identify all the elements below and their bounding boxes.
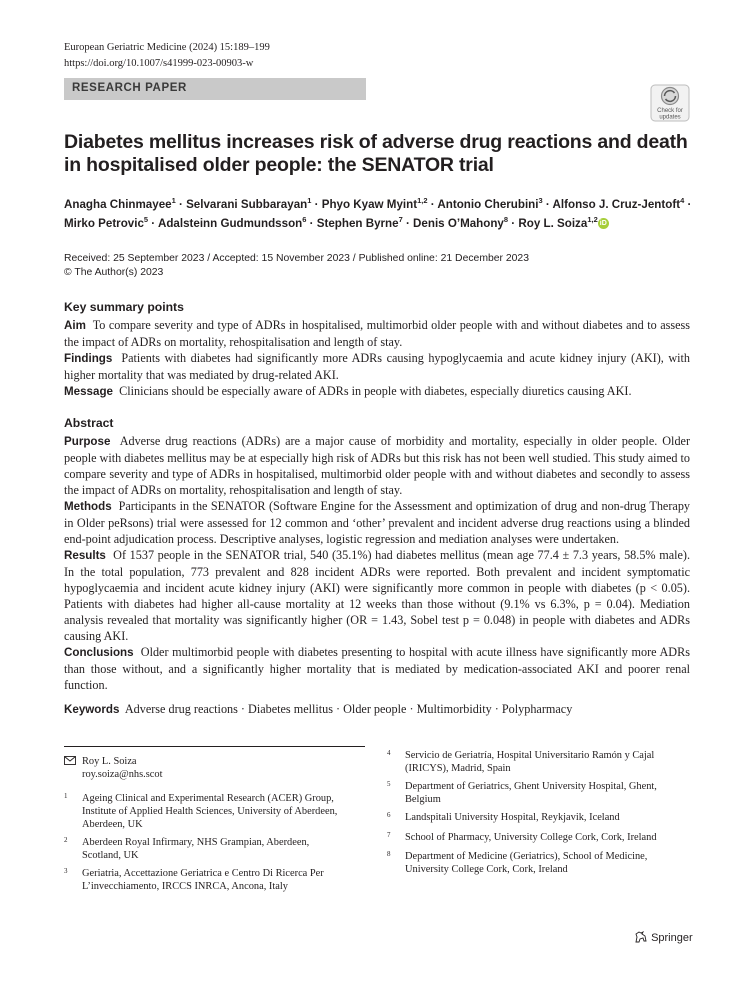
affiliation-number: 6: [387, 811, 391, 819]
author-name: Denis O’Mahony: [413, 217, 504, 230]
affiliation-text: School of Pharmacy, University College Cork, Cork, Ireland: [405, 832, 657, 843]
affiliation-number: 1: [64, 792, 68, 800]
author-affiliation-marker: 1,2: [417, 196, 428, 206]
key-point-item: [64, 317, 690, 350]
corresponding-author: Roy L. Soiza: [82, 756, 137, 767]
affiliation-text: Ageing Clinical and Experimental Research (ACER) Group, Institute of Applied Health Sciences, University of Aberdeen, Aberdeen, UK: [82, 793, 338, 830]
orcid-icon[interactable]: iD: [599, 220, 607, 228]
author-name: Anagha Chinmayee: [64, 198, 172, 211]
check-updates-line2: updates: [659, 114, 681, 121]
author-separator: ·: [402, 217, 414, 230]
abstract-text: Adverse drug reactions (ADRs) are a major cause of morbidity and mortality, especially in older people. Older people with diabetes mellitus may be at especially high risk of ADRs but this risk has not been well studied. This study aimed to compare severity and type of ADRs in hospitalised, multimorbid older people with and without diabetes and secondly to assess the impact of ADRs on mortality, rehospitalisation and length of stay.: [64, 434, 691, 497]
footnote-divider: [64, 746, 365, 747]
affiliation-number: 3: [64, 867, 68, 875]
affiliation-text: Geriatria, Accettazione Geriatrica e Centro Di Ricerca Per L’invecchiamento, IRCCS INRCA, Ancona, Italy: [82, 868, 324, 892]
author-name: Adalsteinn Gudmundsson: [157, 217, 303, 230]
abstract-label: Conclusions: [64, 646, 134, 659]
author-name: Phyo Kyaw Myint: [321, 198, 418, 211]
affiliations-right: [387, 749, 687, 879]
author-affiliation-marker: 5: [143, 215, 149, 225]
dates-line: Received: 25 September 2023 / Accepted: 15 November 2023 / Published online: 21 December 2023: [64, 253, 529, 264]
affiliation-text: Servicio de Geriatría, Hospital Universitario Ramón y Cajal (IRICYS), Madrid, Spain: [405, 750, 655, 774]
key-point-label: Aim: [64, 319, 86, 332]
keywords-label: Keywords: [64, 703, 120, 716]
author-affiliation-marker: 1: [171, 196, 176, 206]
author-separator: ·: [175, 198, 187, 211]
author-affiliation-marker: 4: [680, 196, 685, 206]
author-separator: ·: [542, 198, 553, 211]
corresponding-email[interactable]: roy.soiza@nhs.scot: [82, 769, 163, 780]
key-points-list: [64, 317, 690, 400]
author-line-2: [64, 214, 704, 233]
author-name: Antonio Cherubini: [437, 198, 539, 211]
affiliation-number: 4: [387, 749, 391, 757]
author-separator: ·: [508, 217, 519, 230]
check-updates-line1: Check for: [657, 108, 683, 114]
title-line-2: in hospitalised older people: the SENATOR trial: [64, 154, 494, 176]
doi-link[interactable]: https://doi.org/10.1007/s41999-023-00903-w: [64, 58, 254, 69]
abstract-label: Methods: [64, 500, 112, 513]
article-history: [64, 252, 529, 280]
affiliations-left: [64, 792, 364, 902]
abstract-text: Participants in the SENATOR (Software Engine for the Assessment and optimization of drug and non-drug Therapy in Older peRsons) trial were assessed for 12 common and ‘other’ prevalent and incident adverse drug reactions using a blinded end-point adjudication process. Descriptive analyses, logistic regression and mediation analyses were undertaken.: [64, 499, 690, 546]
author-separator: ·: [306, 217, 317, 230]
abstract-text: Older multimorbid people with diabetes presenting to hospital with acute illness have significantly more ADRs than those without, and a significantly higher mortality that is mediated by medication-associated AKI and poorer renal function.: [64, 645, 690, 692]
affiliation-number: 5: [387, 780, 391, 788]
affiliation-number: 7: [387, 831, 391, 839]
springer-horse-icon: [634, 931, 648, 943]
title-line-1: Diabetes mellitus increases risk of adverse drug reactions and death: [64, 131, 688, 153]
abstract-item: [64, 644, 690, 693]
abstract-label: Results: [64, 549, 106, 562]
article-type-banner: RESEARCH PAPER: [64, 78, 366, 100]
author-name: Selvarani Subbarayan: [186, 198, 308, 211]
key-point-item: [64, 383, 690, 400]
key-point-text: Patients with diabetes had significantly more ADRs causing hypoglycaemia and acute kidney injury (AKI), with higher mortality that was mediated by drug-related AKI.: [64, 351, 690, 382]
article-title: [64, 131, 694, 177]
affiliation-text: Aberdeen Royal Infirmary, NHS Grampian, Aberdeen, Scotland, UK: [82, 837, 310, 861]
author-separator: ·: [684, 198, 692, 211]
affiliation-text: Landspitali University Hospital, Reykjavik, Iceland: [405, 812, 620, 823]
publisher-logo: [634, 931, 693, 945]
author-affiliation-marker: 3: [538, 196, 543, 206]
abstract-heading: Abstract: [64, 416, 114, 430]
keywords: [64, 701, 690, 718]
author-name: Alfonso J. Cruz‑Jentoft: [552, 198, 681, 211]
correspondence: [64, 755, 364, 785]
affiliation-number: 2: [64, 836, 68, 844]
author-separator: ·: [311, 198, 322, 211]
abstract-label: Purpose: [64, 435, 111, 448]
key-point-label: Findings: [64, 352, 113, 365]
abstract-item: [64, 547, 690, 644]
journal-citation: [64, 40, 270, 72]
journal-line: European Geriatric Medicine (2024) 15:189–199: [64, 42, 270, 53]
affiliation-text: Department of Medicine (Geriatrics), School of Medicine, University College Cork, Cork, Ireland: [405, 851, 648, 875]
author-name: Stephen Byrne: [316, 217, 399, 230]
author-line-1: [64, 195, 704, 214]
check-for-updates-badge[interactable]: [650, 84, 690, 122]
key-points-heading: Key summary points: [64, 300, 184, 314]
copyright-line: © The Author(s) 2023: [64, 267, 164, 278]
author-affiliation-marker: 7: [398, 215, 403, 225]
author-separator: ·: [148, 217, 158, 230]
key-point-text: Clinicians should be especially aware of ADRs in people with diabetes, especially diuretics causing AKI.: [119, 384, 632, 398]
affiliation-text: Department of Geriatrics, Ghent University Hospital, Ghent, Belgium: [405, 781, 657, 805]
author-affiliation-marker: 6: [302, 215, 307, 225]
publisher-name: Springer: [651, 932, 693, 944]
affiliation-number: 8: [387, 850, 391, 858]
author-affiliation-marker: 1,2: [587, 215, 598, 225]
author-affiliation-marker: 1: [307, 196, 312, 206]
key-point-item: [64, 350, 690, 383]
keywords-list: Adverse drug reactions · Diabetes mellitus · Older people · Multimorbidity · Polypharmacy: [124, 702, 573, 716]
author-name: Mirko Petrovic: [64, 217, 144, 230]
envelope-icon: [64, 756, 76, 769]
author-name: Roy L. Soiza: [518, 217, 588, 230]
key-point-text: To compare severity and type of ADRs in hospitalised, multimorbid older people with and without diabetes and to assess the impact of ADRs on mortality, rehospitalisation and length of stay.: [64, 318, 691, 349]
author-list: [64, 195, 704, 233]
abstract-body: [64, 433, 690, 693]
key-point-label: Message: [64, 385, 113, 398]
abstract-item: [64, 433, 690, 498]
abstract-item: [64, 498, 690, 547]
check-updates-icon: [650, 84, 690, 122]
author-affiliation-marker: 8: [503, 215, 509, 225]
abstract-text: Of 1537 people in the SENATOR trial, 540 (35.1%) had diabetes mellitus (mean age 77.4 ± 7.3 years, 58.5% male). In the total population, 773 prevalent and 828 incident ADRs were reported. Both prevalent and incident symptomatic hypoglycaemia and incident acute kidney injury (AKI) were significantly more common in people with diabetes (p < 0.05). Patients with diabetes had higher all-cause mortality at 12 weeks than those without (9.1% vs 6.3%, p = 0.04). Mediation analysis revealed that mortality was significantly higher (OR = 1.43, Sobel test p = 0.048) in people with diabetes and ADRs causing AKI.: [64, 548, 691, 643]
author-separator: ·: [427, 198, 438, 211]
